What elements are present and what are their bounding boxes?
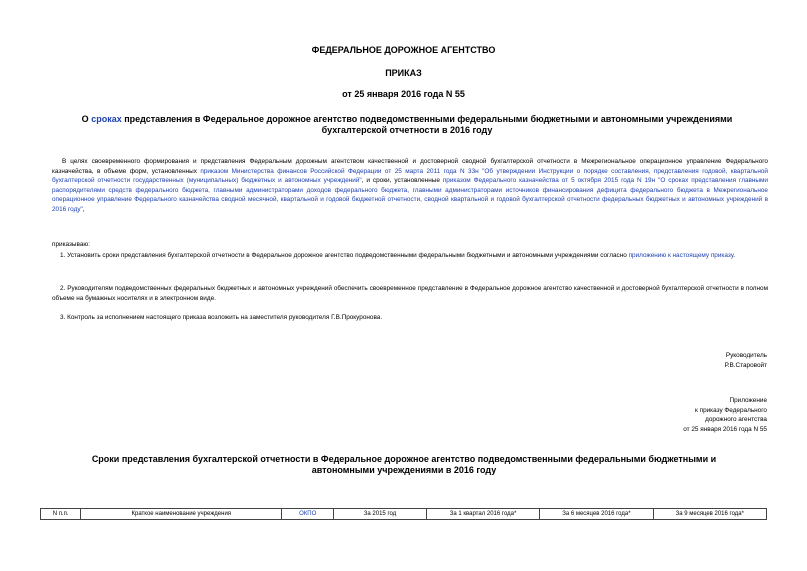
item-1-text-a: 1. Установить сроки представления бухгалтерской отчетности в Федеральное дорожное агентство подведомственными федеральными бюджетными и автономными учреждениями согласно (60, 252, 629, 259)
doc-type-heading: ПРИКАЗ (385, 68, 422, 78)
item-1-text-b: . (733, 252, 736, 259)
agency-heading: ФЕДЕРАЛЬНОЕ ДОРОЖНОЕ АГЕНТСТВО (311, 45, 496, 55)
table-header-row (41, 509, 767, 520)
table-header-cell: За 6 месяцев 2016 года* (540, 509, 653, 520)
link-appendix[interactable]: приложению к настоящему приказу (628, 252, 734, 259)
order-word: приказываю: (52, 241, 90, 248)
paragraph-preamble (52, 157, 768, 215)
signature-block (567, 351, 767, 370)
schedule-table (40, 508, 767, 520)
link-treasury-order[interactable]: приказом Федерального казначейства от 5 октября 2015 года N 19н "О сроках представления главными распорядителями средств федерального бюджета, главными администраторами доходов федерального бюджета, главными администраторами источников финансирования дефицита федерального бюджета в Межрегиональное операционное управление Федерального казначейства сводной месячной, квартальной и годовой бюджетной отчетности, сводной квартальной и годовой бухгалтерской отчетности федеральных бюджетных и автономных учреждений в 2016 году" (52, 177, 768, 213)
table-header-cell: За 1 квартал 2016 года* (426, 509, 539, 520)
doc-date: от 25 января 2016 года N 55 (342, 89, 465, 99)
table-header-cell-okpo[interactable]: ОКПО (282, 509, 334, 520)
appendix-block (567, 396, 767, 434)
preamble-text-a: В целях своевременного формирования и представления Федеральным дорожным агентством качественной и достоверной сводной бухгалтерской отчетности в Межрегиональное операционное управление Федерального казначейства, в объеме форм, установленных (52, 158, 768, 175)
appendix-line-4: от 25 января 2016 года N 55 (683, 425, 767, 433)
signature-name: Р.В.Старовойт (724, 361, 767, 369)
doc-title (48, 114, 766, 136)
table-header-cell: За 2015 год (334, 509, 427, 520)
appendix-line-2: к приказу Федерального (695, 406, 767, 414)
appendix-line-3: дорожного агентства (705, 416, 767, 424)
paragraph-item-3: 3. Контроль за исполнением настоящего приказа возложить на заместителя руководителя Г.В.Прокуронова. (60, 314, 383, 321)
appendix-line-1: Приложение (729, 397, 767, 404)
table-header-cell: За 9 месяцев 2016 года* (653, 509, 766, 520)
paragraph-item-2: 2. Руководителям подведомственных федеральных бюджетных и автономных учреждений обеспечить своевременное представление в Федеральное дорожное агентство качественной и достоверной бухгалтерской отчетности в полном объеме на бумажных носителях и в электронном виде. (52, 285, 768, 302)
signature-role: Руководитель (725, 352, 767, 359)
table-header-cell: N п.п. (41, 509, 81, 520)
title-link[interactable]: сроках (91, 114, 122, 124)
schedule-title: Сроки представления бухгалтерской отчетности в Федеральное дорожное агентство подведомственными федеральными бюджетными и автономными учреждениями в 2016 году (91, 454, 717, 475)
title-prefix: О (81, 114, 92, 124)
link-minfin-order[interactable]: приказом Министерства финансов Российской Федерации от 25 марта 2011 года N 33н "Об утверждении Инструкции о порядке составления, представления годовой, квартальной бухгалтерской отчетности государственных (муниципальных) бюджетных и автономных учреждений" (52, 167, 768, 185)
preamble-text-b: , и сроки, установленные (361, 177, 443, 185)
preamble-text-c: , (82, 205, 85, 213)
paragraph-item-1 (52, 251, 768, 261)
table-header-cell: Краткое наименование учреждения (81, 509, 282, 520)
title-rest: представления в Федеральное дорожное агентство подведомственными федеральными бюджетными и автономными учреждениями бухгалтерской отчетности в 2016 году (121, 114, 733, 135)
